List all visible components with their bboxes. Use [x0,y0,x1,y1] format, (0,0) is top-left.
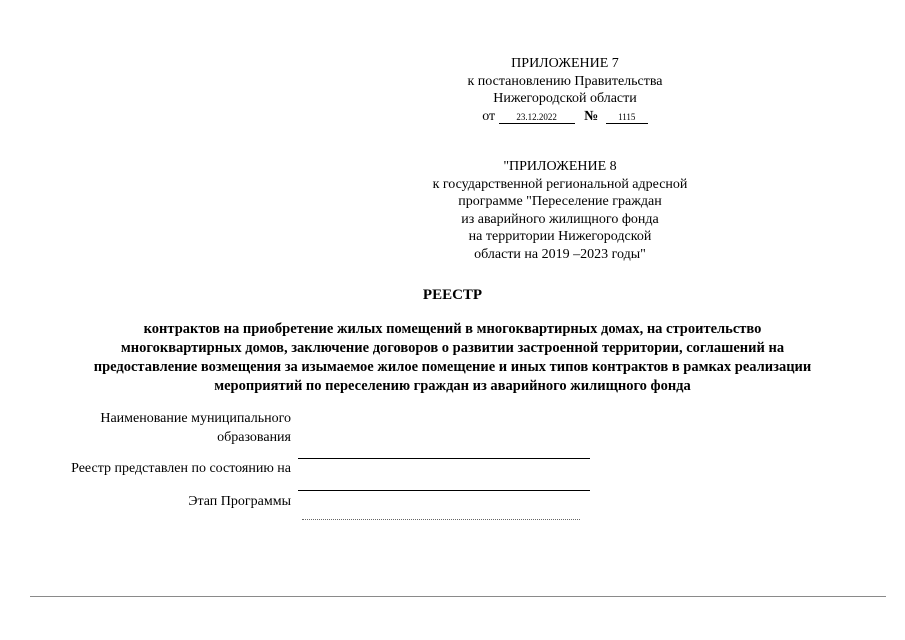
program-stage-label: Этап Программы [188,494,291,509]
appendix-7-date-number-line [400,108,730,126]
document-title: РЕЕСТР [422,287,483,303]
page-divider [30,596,886,597]
municipality-label: Наименование муниципального образования [100,411,291,445]
registry-date-label: Реестр представлен по состоянию на [71,461,291,476]
appendix-7-region-line: Нижегородской области [493,91,637,106]
appendix-8-line: на территории Нижегородской [468,229,652,244]
number-sign: № [584,108,599,124]
appendix-7-decree-line: к постановлению Правительства [467,73,663,89]
from-label: от [482,108,496,124]
appendix-8-line: области на 2019 –2023 годы" [474,246,646,262]
municipality-field-line [298,458,590,459]
appendix-7-title: ПРИЛОЖЕНИЕ 7 [511,56,619,71]
appendix-7-header [400,55,730,125]
appendix-8-line: "ПРИЛОЖЕНИЕ 8 [503,159,617,174]
decree-date: 23.12.2022 [499,111,575,124]
registry-date-field-line [298,490,590,491]
document-subtitle: контрактов на приобретение жилых помещений в многоквартирных домах, на строительство многоквартирных домов, заключение договоров о развитии застроенной территории, соглашений на предоставление возмещения за изымаемое жилое помещение и иных типов контрактов в рамках реализации мероприятий по переселению граждан из аварийного жилищного фонда [93,321,812,394]
appendix-8-line: из аварийного жилищного фонда [461,211,659,227]
appendix-8-line: к государственной региональной адресной [432,176,688,192]
appendix-8-line: программе "Переселение граждан [458,194,662,209]
program-stage-field-line [302,519,580,520]
appendix-8-header [395,158,725,263]
decree-number: 1115 [606,111,648,124]
